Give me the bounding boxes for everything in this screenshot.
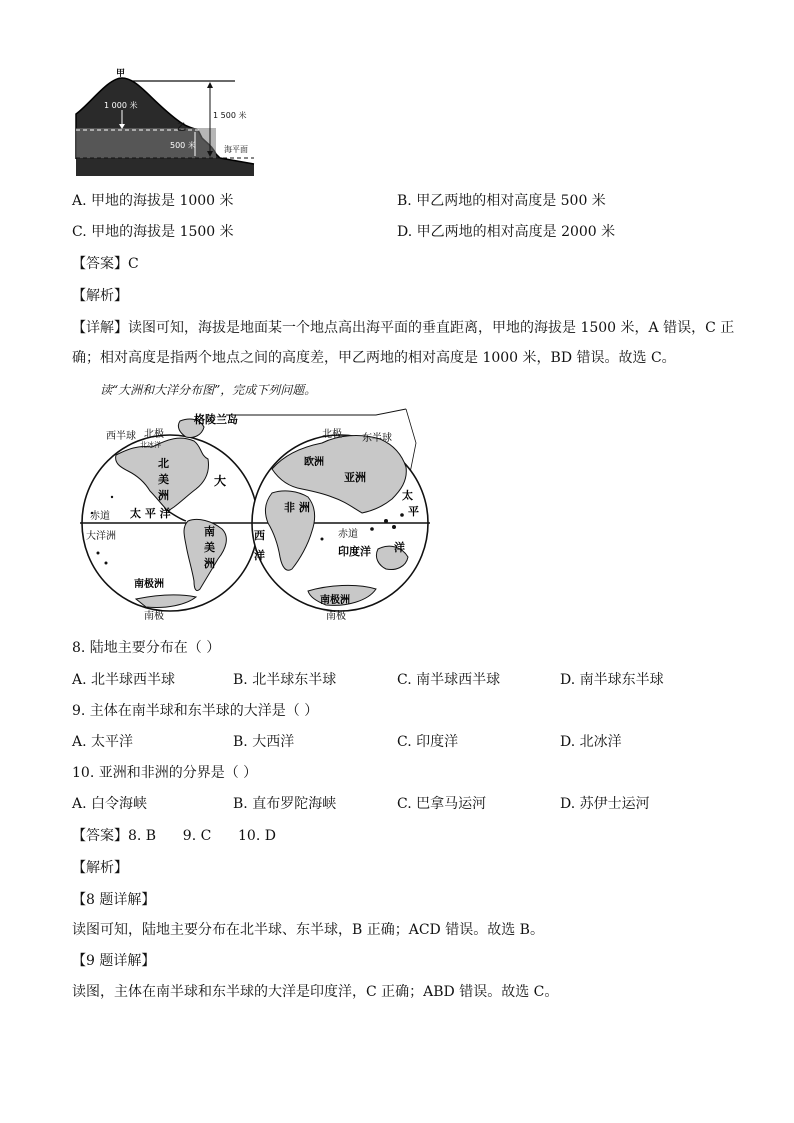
prev-option-a: A. 甲地的海拔是 1000 米: [72, 193, 234, 209]
answers-line: [72, 826, 276, 846]
label-500: 500 米: [170, 141, 196, 150]
q8-stem: 8. 陆地主要分布在（ ）: [72, 640, 221, 656]
label-pacific-west: 太 平 洋: [130, 507, 171, 520]
label-east-hemisphere: 东半球: [362, 433, 392, 444]
prev-detail-line1: 【详解】读图可知，海拔是地面某一个地点高出海平面的垂直距离，甲地的海拔是 1500 米，A 错误，C 正: [72, 320, 735, 336]
label-europe: 欧洲: [304, 457, 324, 468]
label-north-america-2: 美: [158, 473, 169, 486]
q9-stem: 9. 主体在南半球和东半球的大洋是（ ）: [72, 703, 319, 719]
world-hemispheres-map: [76, 403, 432, 623]
label-south-america-2: 美: [204, 541, 215, 554]
answers-analysis-tag: 【解析】: [72, 860, 128, 876]
q9-option-b: B. 大西洋: [233, 734, 295, 750]
label-south-america-3: 洲: [204, 557, 215, 570]
q8-option-d: D. 南半球东半球: [560, 672, 664, 688]
label-arctic-small: 北冰洋: [140, 441, 161, 449]
label-atlantic-east-2: 洋: [254, 549, 265, 562]
label-north-america-3: 洲: [158, 489, 169, 502]
q8-option-c: C. 南半球西半球: [397, 672, 501, 688]
prev-option-c: C. 甲地的海拔是 1500 米: [72, 224, 234, 240]
q9-option-c: C. 印度洋: [397, 734, 459, 750]
label-south-pole-east: 南极: [326, 611, 346, 622]
q10-option-c: C. 巴拿马运河: [397, 796, 487, 812]
label-antarctica-east: 南极洲: [320, 595, 350, 606]
label-atlantic-east-1: 西: [254, 529, 265, 542]
label-north-pole-east: 北极: [322, 429, 342, 440]
label-1000: 1 000 米: [104, 101, 138, 110]
label-antarctica-west: 南极洲: [134, 579, 164, 590]
label-equator-west: 赤道: [90, 511, 110, 522]
q10-option-b: B. 直布罗陀海峡: [233, 796, 337, 812]
q8-option-a: A. 北半球西半球: [72, 672, 176, 688]
label-indian-ocean: 印度洋: [338, 545, 371, 558]
label-south-america-1: 南: [204, 525, 215, 538]
q10-option-a: A. 白令海峡: [72, 796, 148, 812]
answers-tag: 【答案】: [72, 828, 128, 844]
prev-option-d: D. 甲乙两地的相对高度是 2000 米: [397, 224, 616, 240]
label-asia: 亚洲: [344, 471, 366, 484]
elevation-profile-figure: [70, 64, 270, 180]
detail-8-text: 读图可知，陆地主要分布在北半球、东半球，B 正确；ACD 错误。故选 B。: [72, 922, 544, 938]
detail-8-tag: 【8 题详解】: [72, 892, 156, 908]
label-north-america-1: 北: [158, 457, 169, 470]
label-africa: 非 洲: [284, 501, 310, 514]
q10-stem: 10. 亚洲和非洲的分界是（ ）: [72, 765, 258, 781]
detail-9-text: 读图，主体在南半球和东半球的大洋是印度洋，C 正确；ABD 错误。故选 C。: [72, 984, 559, 1000]
answer-tag: 【答案】: [72, 256, 128, 272]
label-sea-level: 海平面: [224, 145, 248, 154]
label-jia: 甲: [116, 69, 126, 79]
answers-text: 8. B 9. C 10. D: [128, 828, 276, 844]
label-oceania: 大洋洲: [86, 531, 116, 542]
label-north-pole-west: 北极: [144, 429, 164, 440]
prev-detail-line2: 确；相对高度是指两个地点之间的高度差，甲乙两地的相对高度是 1000 米，BD 错误。故选 C。: [72, 350, 676, 366]
label-west-hemisphere: 西半球: [106, 431, 136, 442]
label-yi: 乙: [177, 123, 187, 133]
detail-9-tag: 【9 题详解】: [72, 953, 156, 969]
answer-value: C: [128, 256, 139, 272]
q10-option-d: D. 苏伊士运河: [560, 796, 650, 812]
q8-option-b: B. 北半球东半球: [233, 672, 337, 688]
label-greenland: 格陵兰岛: [194, 413, 238, 426]
label-pacific-east-3: 洋: [394, 541, 405, 554]
q9-option-d: D. 北冰洋: [560, 734, 622, 750]
label-pacific-east-1: 太: [402, 489, 413, 502]
prev-answer: [72, 254, 139, 274]
label-1500: 1 500 米: [213, 111, 247, 120]
label-atlantic-west: 大: [214, 474, 227, 488]
map-intro: 读“大洲和大洋分布图”，完成下列问题。: [100, 383, 317, 397]
q9-option-a: A. 太平洋: [72, 734, 134, 750]
prev-analysis-tag: 【解析】: [72, 288, 128, 304]
label-pacific-east-2: 平: [408, 505, 419, 518]
prev-option-b: B. 甲乙两地的相对高度是 500 米: [397, 193, 606, 209]
label-equator-east: 赤道: [338, 529, 358, 540]
label-south-pole-west: 南极: [144, 611, 164, 622]
